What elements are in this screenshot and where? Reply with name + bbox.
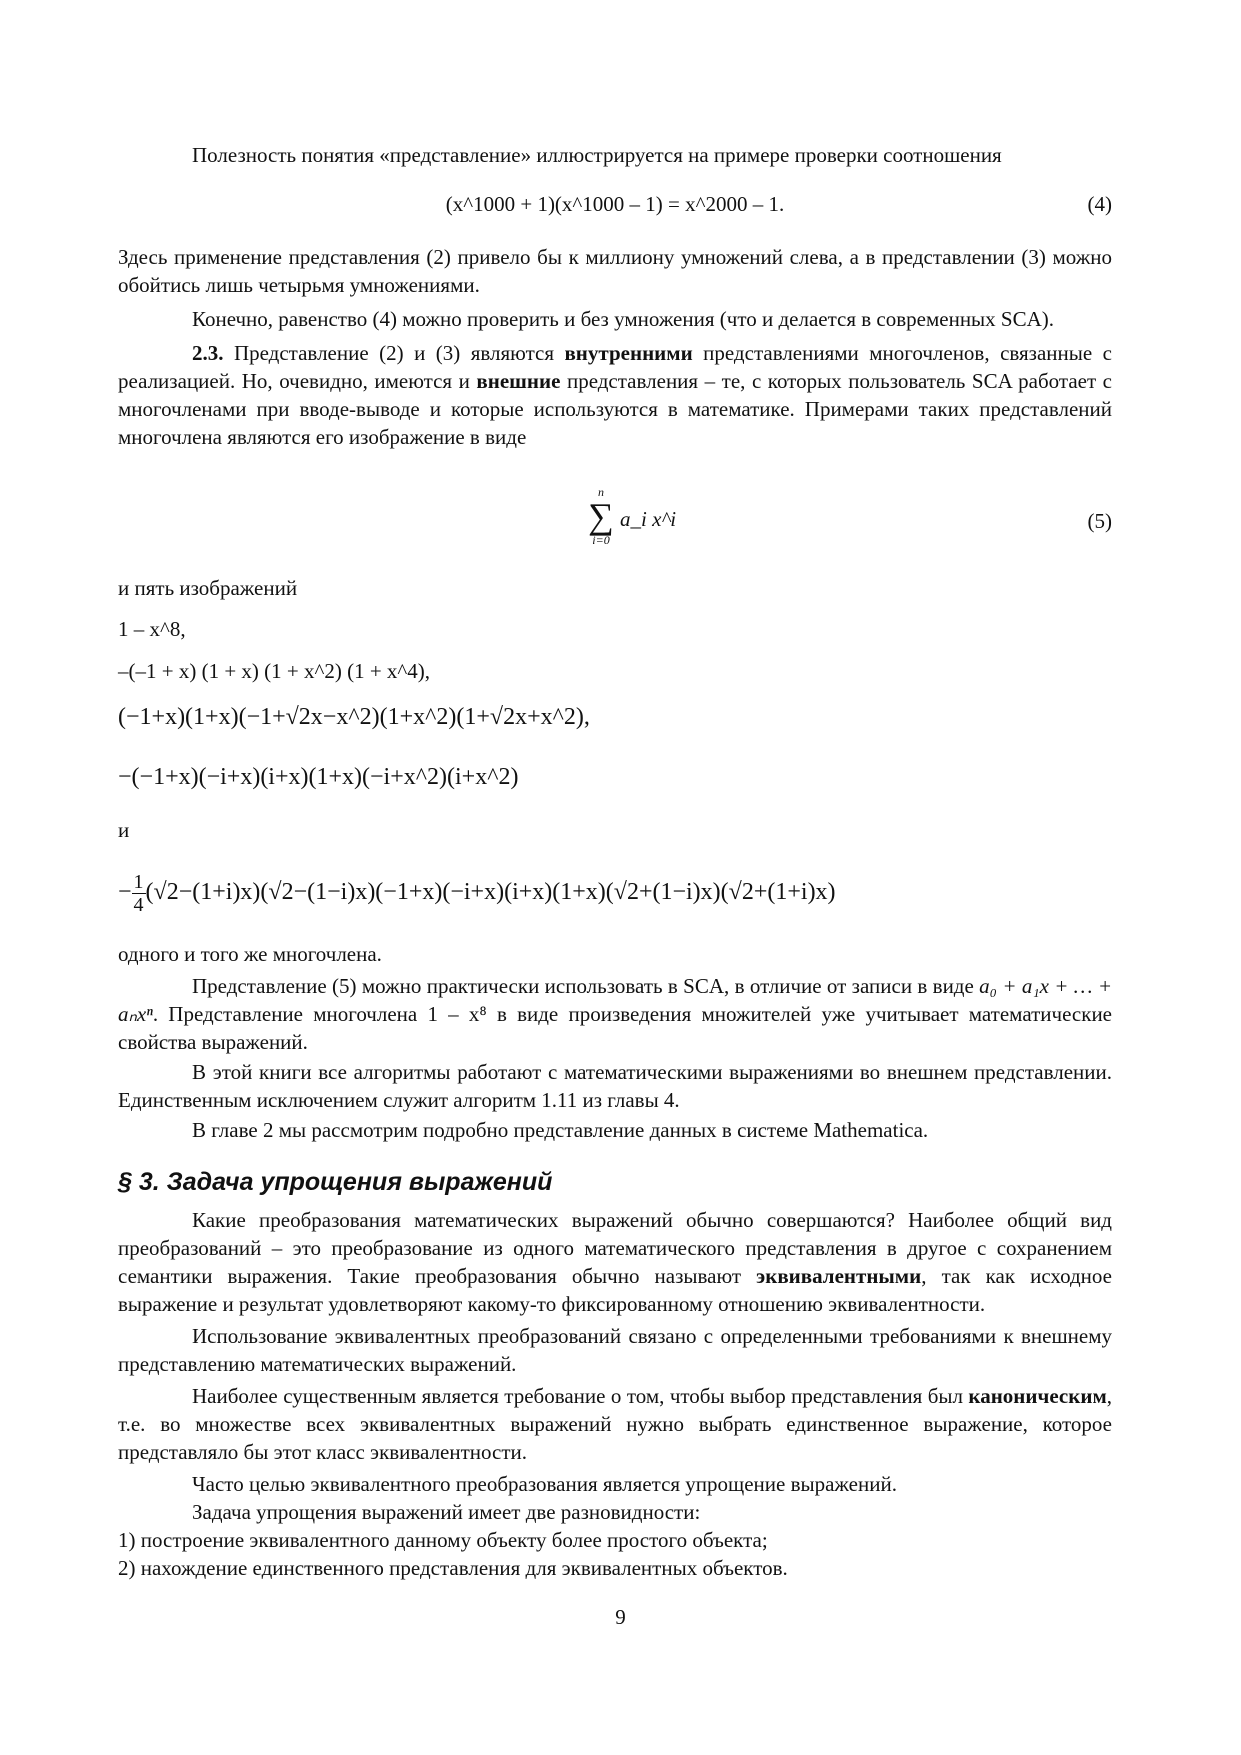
form-3 [118, 703, 1112, 731]
sum-symbol [586, 485, 616, 547]
paragraph-text: и пять изображений [118, 576, 298, 600]
minus: − [118, 879, 132, 905]
text: . Представление многочлена 1 – x⁸ в виде произведения множителей уже учитывает математические свойства выражений. [118, 1002, 1112, 1054]
equation-number: (4) [1087, 192, 1112, 216]
text: и [118, 818, 130, 842]
fraction [132, 871, 146, 916]
form-1 [118, 615, 1112, 643]
formula: a₀ + a₁x + … + aₙxⁿ [118, 974, 1112, 1026]
text: Какие преобразования математических выражений обычно совершаются? Наиболее общий вид преобразований – это преобразование из одного математического представления в другое с сохранением семантики выражения. Такие преобразования обычно называют [118, 1208, 1112, 1288]
paragraph-block-3 [118, 1206, 1112, 1582]
text: представлениями многочленов, связанные с реализацией. Но, очевидно, имеются и [118, 341, 1112, 393]
equation-number: (5) [1087, 509, 1112, 533]
paragraph-text: одного и того же многочлена. [118, 942, 382, 966]
page-number: 9 [615, 1605, 626, 1629]
heading-text: § 3. Задача упрощения выражений [118, 1168, 553, 1196]
paragraph-five-forms [118, 574, 1112, 602]
bold-term: эквивалентными [756, 1264, 922, 1288]
form-5 [118, 862, 1112, 922]
equation-4-formula: (x^1000 + 1)(x^1000 – 1) = x^2000 – 1. [445, 192, 785, 216]
paragraph-text: Конечно, равенство (4) можно проверить и без умножения (что и делается в современных SCA). [192, 307, 1055, 331]
text: Представление (5) можно практически использовать в SCA, в отличие от записи в виде [192, 974, 980, 998]
denominator: 4 [133, 893, 144, 916]
paragraph-text: Задача упрощения выражений имеет две разновидности: [192, 1500, 701, 1524]
form-2 [118, 657, 1112, 685]
list-item: 2) нахождение единственного представления для эквивалентных объектов. [118, 1556, 788, 1580]
bold-term: внешние [476, 369, 561, 393]
paragraph-text: Использование эквивалентных преобразований связано с определенными требованиями к внешнему представлению математических выражений. [118, 1324, 1112, 1376]
paragraph-text [118, 1382, 1112, 1466]
text: представления – те, с которых пользователь SCA работает с многочленами при вводе-выводе и которые используются в математике. Примерами таких представлений многочлена являются его изображение в виде [118, 369, 1112, 449]
paragraph-usefulness [118, 141, 1112, 169]
sum-body: a_i x^i [620, 507, 677, 531]
bold-term: каноническим [968, 1384, 1107, 1408]
formula: (−1+x)(1+x)(−1+√2x−x^2)(1+x^2)(1+√2x+x^2), [118, 704, 590, 730]
text: Наиболее существенным является требование о том, чтобы выбор представления был [192, 1384, 969, 1408]
list-item: 1) построение эквивалентного данному объекту более простого объекта; [118, 1528, 768, 1552]
text: , т.е. во множестве всех эквивалентных выражений нужно выбрать единственное выражение, которое представляло бы этот класс эквивалентности. [118, 1384, 1112, 1464]
text: , так как исходное выражение и результат удовлетворяют какому-то фиксированному отношению эквивалентности. [118, 1264, 1112, 1316]
paragraph-text: В этой книги все алгоритмы работают с математическими выражениями во внешнем представлении. Единственным исключением служит алгоритм 1.11 из главы 4. [118, 1060, 1112, 1112]
paragraph-block-1 [118, 243, 1112, 451]
sum-upper: n [598, 485, 604, 499]
paragraph-text: Полезность понятия «представление» иллюстрируется на примере проверки соотношения [192, 143, 1002, 167]
section-number: 2.3. [192, 341, 224, 365]
paragraph-text [118, 972, 1112, 1056]
formula: (√2−(1+i)x)(√2−(1−i)x)(−1+x)(−i+x)(i+x)(1+x)(√2+(1−i)x)(√2+(1+i)x) [145, 879, 836, 905]
form-4 [118, 763, 1112, 791]
paragraph-text: Здесь применение представления (2) привело бы к миллиону умножений слева, а в представлении (3) можно обойтись лишь четырьмя умножениями. [118, 245, 1112, 297]
bold-term: внутренними [564, 341, 693, 365]
paragraph-and [118, 816, 1112, 844]
formula: 1 – x^8, [118, 617, 186, 641]
equation-5 [118, 485, 1112, 555]
paragraph-2-3 [118, 339, 1112, 451]
sigma-icon: ∑ [588, 496, 614, 536]
paragraph-text: В главе 2 мы рассмотрим подробно представление данных в системе Mathematica. [192, 1118, 929, 1142]
equation-4 [118, 190, 1112, 218]
paragraph-text [118, 1206, 1112, 1318]
formula: −(−1+x)(−i+x)(i+x)(1+x)(−i+x^2)(i+x^2) [118, 764, 519, 790]
sum-lower: i=0 [592, 533, 610, 547]
section-heading [118, 1168, 1112, 1196]
paragraph-block-2 [118, 940, 1112, 1144]
formula: –(–1 + x) (1 + x) (1 + x^2) (1 + x^4), [118, 659, 431, 683]
numerator: 1 [133, 870, 144, 893]
paragraph-text: Часто целью эквивалентного преобразования является упрощение выражений. [192, 1472, 897, 1496]
text: Представление (2) и (3) являются [223, 341, 565, 365]
